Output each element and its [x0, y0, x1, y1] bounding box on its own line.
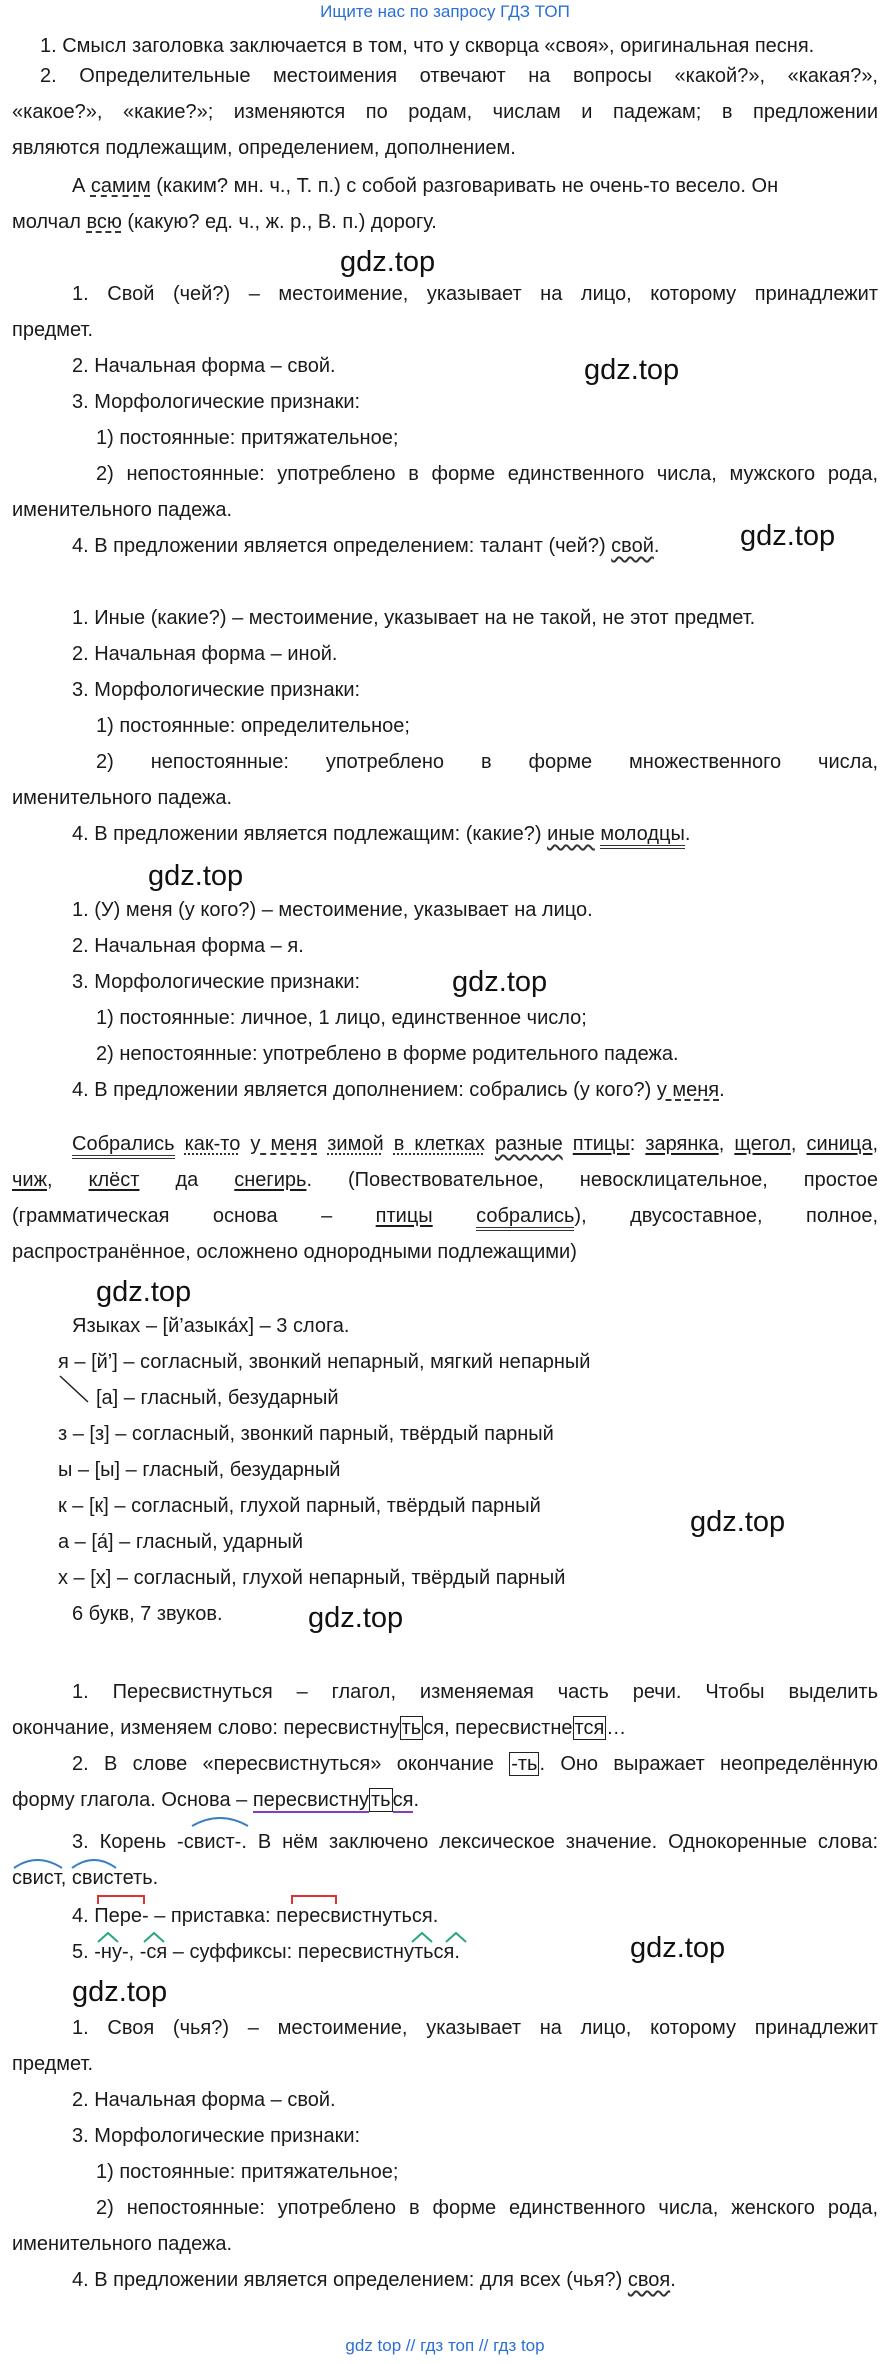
text: ся, пересвистне	[423, 1717, 573, 1739]
svoi-line-1: 1. Свой (чей?) – местоимение, указывает на лицо, которому принадлежит	[72, 283, 878, 305]
svoi-line-6: 2) непостоянные: употреблено в форме единственного числа, мужского рода,	[96, 463, 878, 485]
text: окончание, изменяем слово: пересвистну	[12, 1717, 400, 1739]
inye-line-6: именительного падежа.	[12, 787, 233, 809]
morph-line-2	[12, 1716, 626, 1740]
text: молчал	[12, 211, 87, 233]
menya-line-5: 2) непостоянные: употреблено в форме родительного падежа.	[96, 1043, 679, 1065]
text: –	[321, 1205, 333, 1227]
svoya-line-1: 1. Своя (чья?) – местоимение, указывает на лицо, которому принадлежит	[72, 2017, 878, 2039]
answer-2-line-2: «какое?», «какие?»; изменяются по родам, числам и падежам; в предложении	[12, 101, 878, 123]
menya-line-2: 2. Начальная форма – я.	[72, 935, 304, 957]
morph-line-6: свист, свистеть.	[12, 1867, 159, 1889]
ending-box: ть	[401, 1717, 422, 1739]
subject: синица	[806, 1133, 873, 1155]
word-svoya: своя	[627, 2269, 671, 2291]
morph-line-4	[12, 1788, 419, 1812]
word-u-menya: у меня	[656, 1079, 720, 1101]
watermark: gdz.top	[584, 354, 680, 386]
ending-box: ть	[371, 1789, 391, 1811]
watermark: gdz.top	[96, 1276, 192, 1308]
predicate: Собрались	[72, 1133, 175, 1159]
sentence-line-3	[12, 1204, 878, 1228]
phonetic-title: Языках – [й’азыка́х] – 3 слога.	[72, 1315, 350, 1337]
phonetic-row: ы – [ы] – гласный, безударный	[58, 1459, 341, 1481]
text: .	[670, 2269, 676, 2291]
morph-line-5: 3. Корень -свист-. В нём заключено лексическое значение. Однокоренные слова:	[72, 1831, 878, 1853]
word-molodtsy: молодцы	[600, 823, 685, 849]
svoi-line-4: 3. Морфологические признаки:	[72, 391, 361, 413]
svoya-line-2: предмет.	[12, 2053, 94, 2075]
example-sentence-2	[12, 210, 437, 234]
object: у меня	[250, 1133, 318, 1155]
svoi-line-5: 1) постоянные: притяжательное;	[96, 427, 399, 449]
text: 4. В предложении является дополнением: собрались (у кого?)	[72, 1079, 657, 1101]
phonetic-row: х – [х] – согласный, глухой непарный, твёрдый парный	[58, 1567, 566, 1589]
text: ), двусоставное, полное,	[574, 1205, 879, 1227]
text: (грамматическая	[12, 1205, 170, 1227]
phonetic-row: а – [а́] – гласный, ударный	[58, 1531, 304, 1553]
svoi-line-2: предмет.	[12, 319, 94, 341]
phonetic-row: я – [й’] – согласный, звонкий непарный, мягкий непарный	[58, 1351, 591, 1373]
morph-line-8: 5. -ну-, -ся – суффиксы: пересвистнуться.	[72, 1941, 460, 1963]
subject: снегирь	[234, 1169, 307, 1191]
menya-line-3: 3. Морфологические признаки:	[72, 971, 361, 993]
phonetic-summary: 6 букв, 7 звуков.	[72, 1603, 223, 1625]
morph-line-3	[72, 1752, 878, 1776]
svoya-line-7: именительного падежа.	[12, 2233, 233, 2255]
watermark: gdz.top	[340, 246, 436, 278]
svoya-line-5: 1) постоянные: притяжательное;	[96, 2161, 399, 2183]
ending-box: -ть	[511, 1753, 538, 1775]
predicate: собрались	[476, 1205, 574, 1231]
subject: зарянка	[645, 1133, 719, 1155]
text: 4. В предложении является определением: талант (чей?)	[72, 535, 612, 557]
stem: ся	[392, 1789, 414, 1811]
svoya-line-6: 2) непостоянные: употреблено в форме единственного числа, женского рода,	[96, 2197, 878, 2219]
pronoun-samim: самим	[90, 175, 151, 197]
header-link[interactable]: Ищите нас по запросу ГДЗ ТОП	[320, 2, 570, 21]
svoya-line-8	[72, 2268, 676, 2292]
phonetic-row: к – [к] – согласный, глухой парный, твёрдый парный	[58, 1495, 541, 1517]
ending-box: тся	[574, 1717, 605, 1739]
text: (каким? мн. ч., Т. п.) с собой разговаривать не очень-то весело. Он	[150, 175, 779, 197]
subject: птицы	[375, 1205, 433, 1227]
subject: щегол	[734, 1133, 791, 1155]
inye-line-4: 1) постоянные: определительное;	[96, 715, 410, 737]
branch-line	[58, 1374, 98, 1408]
answer-2-line-3: являются подлежащим, определением, дополнением.	[12, 137, 516, 159]
adverbial: зимой	[327, 1133, 384, 1155]
menya-line-1: 1. (У) меня (у кого?) – местоимение, указывает на лицо.	[72, 899, 593, 921]
morph-line-1: 1. Пересвистнуться – глагол, изменяемая часть речи. Чтобы выделить	[72, 1681, 878, 1703]
svoi-line-3: 2. Начальная форма – свой.	[72, 355, 336, 377]
watermark: gdz.top	[72, 1976, 168, 2008]
menya-line-4: 1) постоянные: личное, 1 лицо, единственное число;	[96, 1007, 587, 1029]
text: 4. В предложении является подлежащим: (какие?)	[72, 823, 548, 845]
pronoun-vsyu: всю	[86, 211, 122, 233]
word-inye: иные	[547, 823, 595, 845]
watermark: gdz.top	[740, 520, 836, 552]
example-sentence-1	[72, 174, 778, 198]
svoi-line-7: именительного падежа.	[12, 499, 233, 521]
morph-line-7: 4. Пере- – приставка: пересвистнуться.	[72, 1905, 439, 1927]
text: . (Повествовательное, невосклицательное, простое	[306, 1169, 878, 1191]
inye-line-3: 3. Морфологические признаки:	[72, 679, 361, 701]
svoya-line-3: 2. Начальная форма – свой.	[72, 2089, 336, 2111]
attribute: разные	[494, 1133, 563, 1155]
watermark: gdz.top	[630, 1932, 726, 1964]
text: .	[719, 1079, 725, 1101]
svoi-line-8	[72, 534, 659, 558]
inye-line-5: 2) непостоянные: употреблено в форме множественного числа,	[96, 751, 878, 773]
footer-link[interactable]: gdz top // гдз топ // гдз top	[345, 2336, 545, 2355]
inye-line-7	[72, 822, 690, 846]
sentence-line-1: Собрались как-то у меня зимой в клетках разные птицы: зарянка, щегол, синица,	[72, 1132, 878, 1156]
watermark: gdz.top	[148, 860, 244, 892]
watermark: gdz.top	[452, 966, 548, 998]
text: А	[72, 175, 91, 197]
conjunction: да	[175, 1169, 199, 1191]
watermark: gdz.top	[690, 1506, 786, 1538]
menya-line-6	[72, 1078, 725, 1102]
adverbial: как-то	[184, 1133, 241, 1155]
sentence-line-4: распространённое, осложнено однородными подлежащими)	[12, 1241, 577, 1263]
inye-line-2: 2. Начальная форма – иной.	[72, 643, 338, 665]
text: .	[413, 1789, 420, 1811]
text: . Оно выражает неопределённую	[539, 1753, 878, 1775]
text: (какую? ед. ч., ж. р., В. п.) дорогу.	[121, 211, 437, 233]
word-svoi: свой	[611, 535, 654, 557]
text: основа	[212, 1205, 278, 1227]
subject: чиж	[12, 1169, 47, 1191]
watermark: gdz.top	[308, 1602, 404, 1634]
text: .	[653, 535, 660, 557]
phonetic-row: з – [з] – согласный, звонкий парный, твёрдый парный	[58, 1423, 554, 1445]
text: 4. В предложении является определением: для всех (чья?)	[72, 2269, 628, 2291]
text: форму глагола. Основа –	[12, 1789, 253, 1811]
svoya-line-4: 3. Морфологические признаки:	[72, 2125, 361, 2147]
stem: пересвистну	[252, 1789, 370, 1811]
phonetic-row: [а] – гласный, безударный	[96, 1387, 339, 1409]
answer-1: 1. Смысл заголовка заключается в том, что у скворца «своя», оригинальная песня.	[40, 35, 815, 57]
inye-line-1: 1. Иные (какие?) – местоимение, указывает на не такой, не этот предмет.	[72, 607, 756, 629]
subject: клёст	[88, 1169, 140, 1191]
subject: птицы	[572, 1133, 630, 1155]
root-arc	[190, 1814, 250, 1828]
text: 2. В слове «пересвистнуться» окончание	[72, 1753, 510, 1775]
sentence-line-2: чиж, клёст да снегирь. (Повествовательное, невосклицательное, простое	[12, 1169, 878, 1191]
text: .	[684, 823, 691, 845]
adverbial: в клетках	[393, 1133, 485, 1155]
answer-2-line-1: 2. Определительные местоимения отвечают на вопросы «какой?», «какая?»,	[40, 65, 878, 87]
text: …	[606, 1717, 627, 1739]
